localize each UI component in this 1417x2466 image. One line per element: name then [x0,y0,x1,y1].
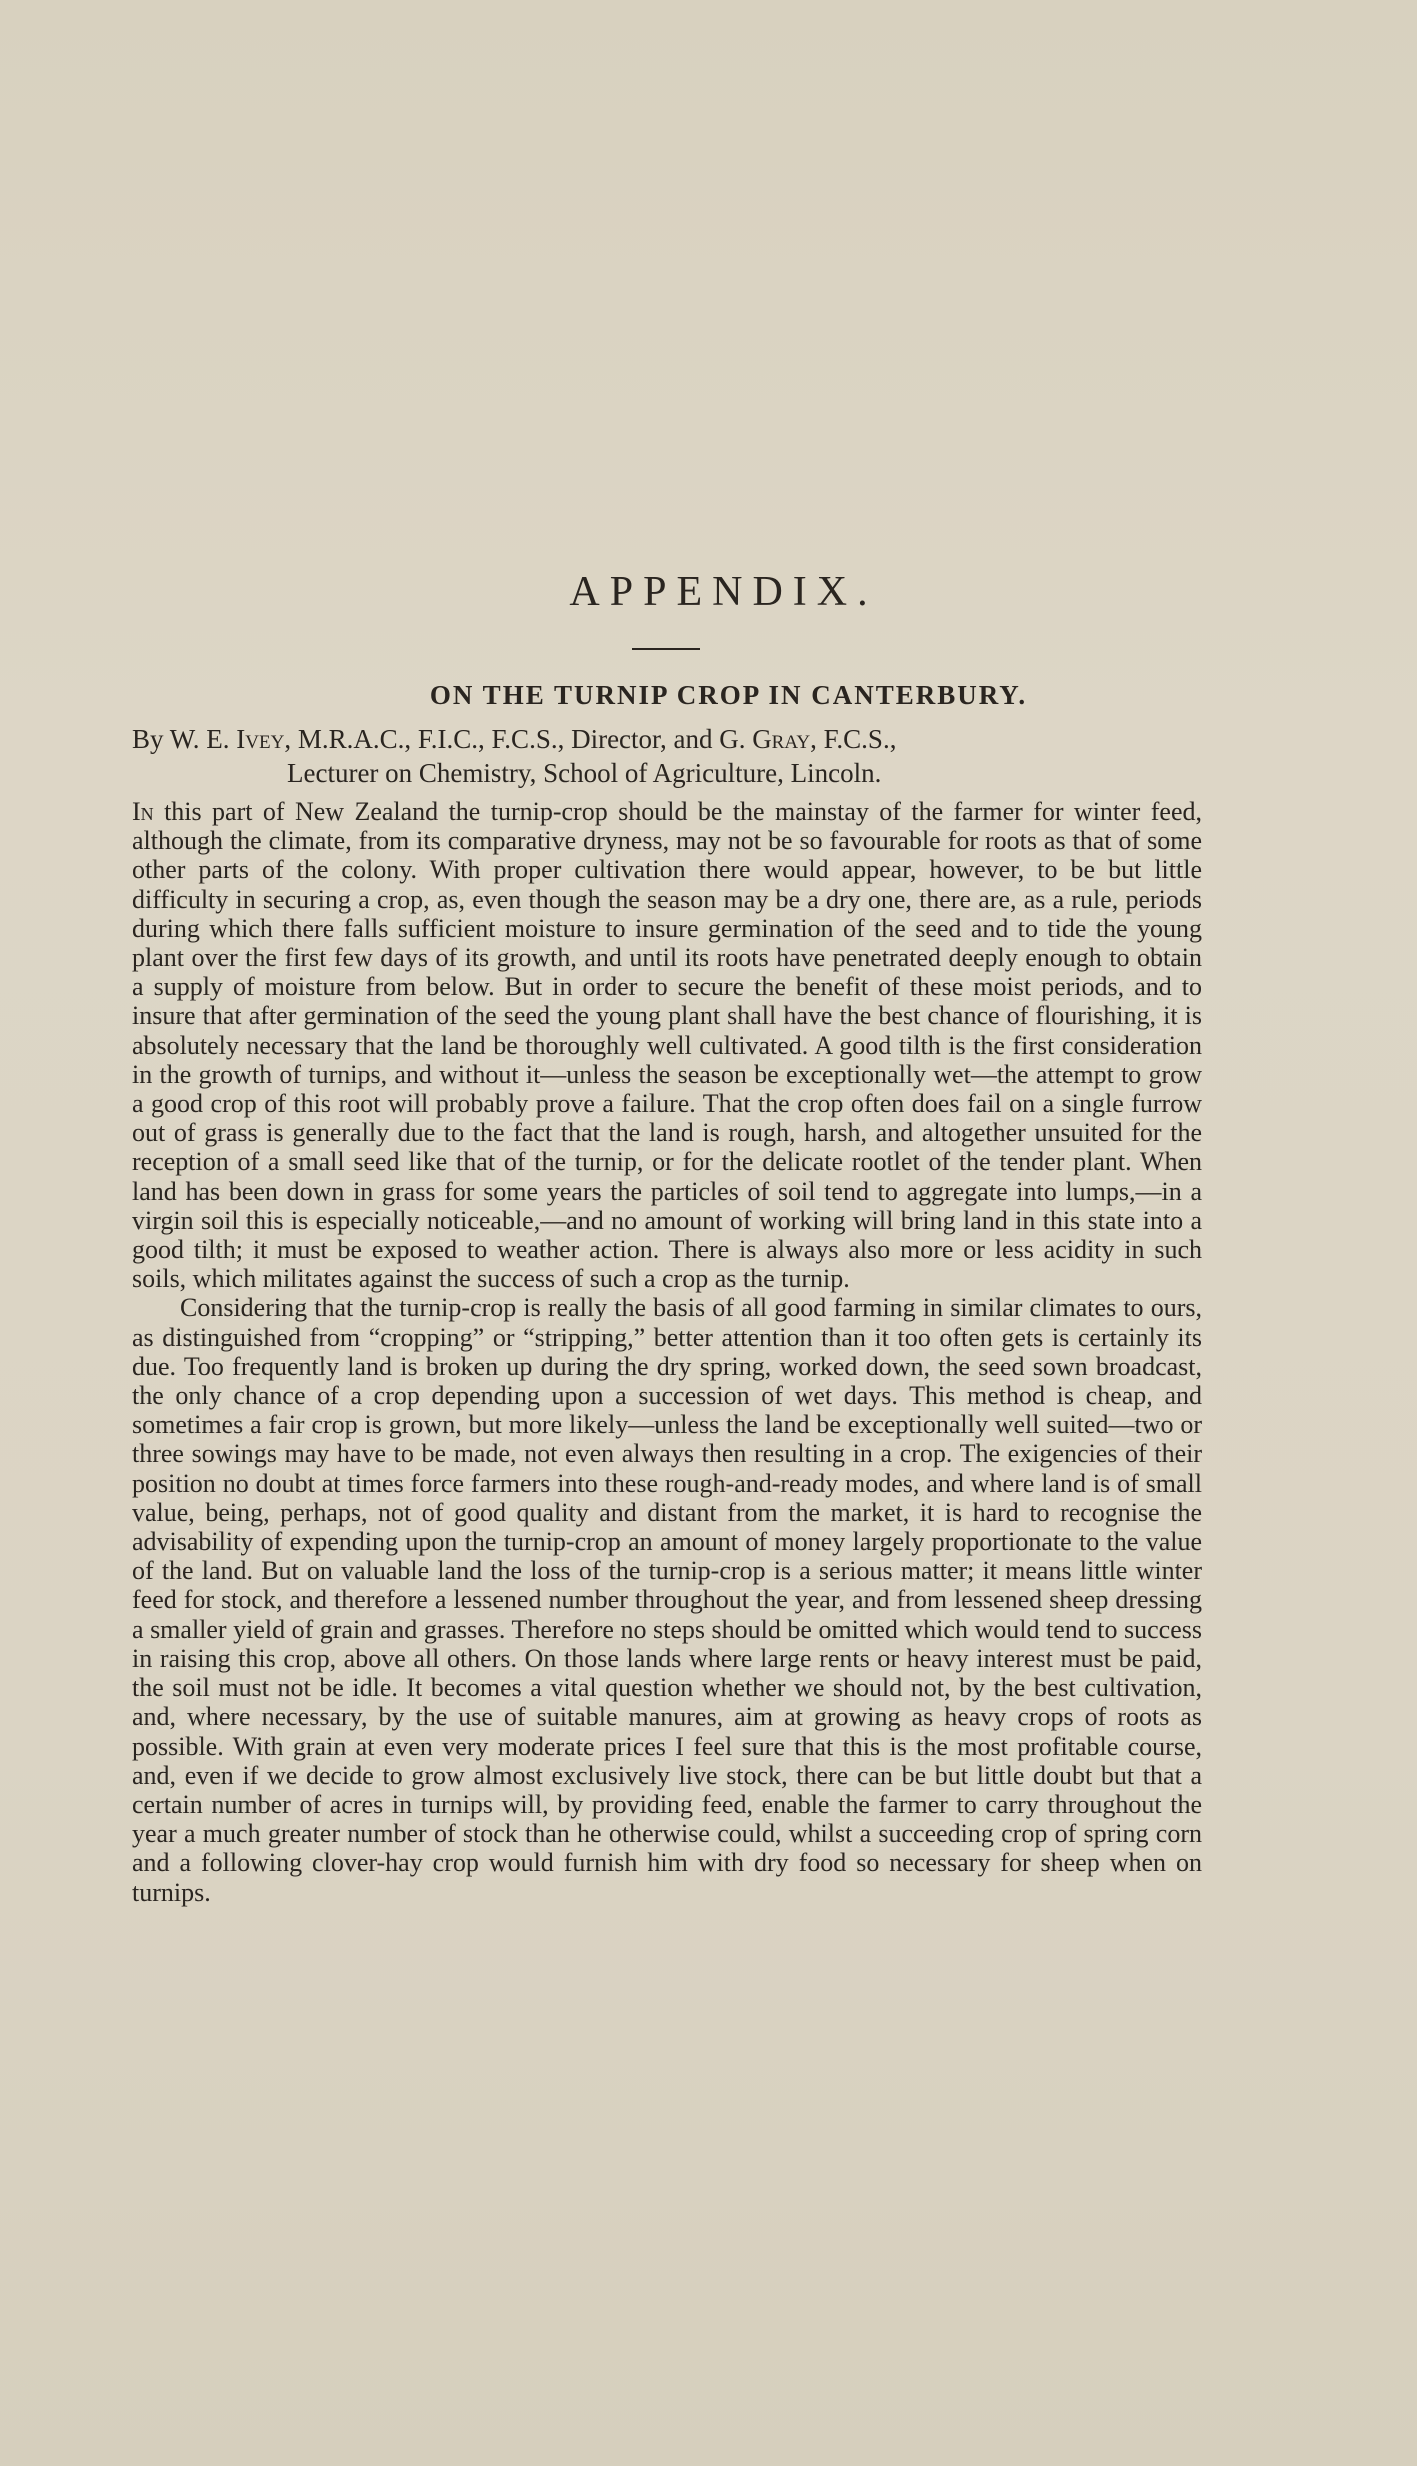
author-1-credentials: , M.R.A.C., F.I.C., F.C.S., Director, and G. [284,724,753,754]
article-body [132,797,1202,1907]
paragraph-1 [132,797,1202,1293]
author-2-credentials: , F.C.S., [810,724,897,754]
author-2-name: Gray [752,724,811,754]
paragraph-1-text: this part of New Zealand the turnip-crop should be the mainstay of the farmer for winter feed, although the climate, from its comparative dryness, may not be so favourable for roots as that of some other parts of the colony. With proper cultivation there would appear, however, to be but little difficulty in securing a crop, as, even though the season may be a dry one, there are, as a rule, periods during which there falls sufficient moisture to insure germination of the seed and to tide the young plant over the first few days of its growth, and until its roots have penetrated deeply enough to obtain a supply of moisture from below. But in order to secure the benefit of these moist periods, and to insure that after germination of the seed the young plant shall have the best chance of flourishing, it is absolutely necessary that the land be thoroughly well cultivated. A good tilth is the first consideration in the growth of turnips, and without it—unless the season be exceptionally wet—the attempt to grow a good crop of this root will probably prove a failure. That the crop often does fail on a single furrow out of grass is generally due to the fact that the land is rough, harsh, and altogether unsuited for the reception of a small seed like that of the turnip, or for the delicate rootlet of the tender plant. When land has been down in grass for some years the particles of soil tend to aggregate into lumps,—in a virgin soil this is especially noticeable,—and no amount of working will bring land in this state into a good tilth; it must be exposed to weather action. There is always also more or less acidity in such soils, which militates against the success of such a crop as the turnip. [132,797,1202,1294]
title-divider [632,648,700,650]
paragraph-2: Considering that the turnip-crop is really the basis of all good farming in similar climates to ours, as distinguished from “cropping” or “stripping,” better attention than it too often gets is certainly its due. Too frequently land is broken up during the dry spring, worked down, the seed sown broadcast, the only chance of a crop depending upon a succession of wet days. This method is cheap, and sometimes a fair crop is grown, but more likely—unless the land be exceptionally well suited—two or three sowings may have to be made, not even always then resulting in a crop. The exigencies of their position no doubt at times force farmers into these rough-and-ready modes, and where land is of small value, being, perhaps, not of good quality and distant from the market, it is hard to recognise the advisability of expending upon the turnip-crop an amount of money largely proportionate to the value of the land. But on valuable land the loss of the turnip-crop is a serious matter; it means little winter feed for stock, and therefore a lessened number throughout the year, and from lessened sheep dressing a smaller yield of grain and grasses. Therefore no steps should be omitted which would tend to success in raising this crop, above all others. On those lands where large rents or heavy interest must be paid, the soil must not be idle. It becomes a vital question whether we should not, by the best cultivation, and, where necessary, by the use of suitable manures, aim at growing as heavy crops of roots as possible. With grain at even very moderate prices I feel sure that this is the most profitable course, and, even if we decide to grow almost exclusively live stock, there can be but little doubt but that a certain number of acres in turnips will, by providing feed, enable the farmer to carry throughout the year a much greater number of stock than he otherwise could, whilst a succeeding crop of spring corn and a following clover-hay crop would furnish him with dry food so necessary for sheep when on turnips. [132,1293,1202,1907]
byline-prefix: By W. E. [132,724,237,754]
byline [132,722,1192,790]
appendix-title: APPENDIX. [569,569,878,615]
byline-affiliation: Lecturer on Chemistry, School of Agriculture, Lincoln. [287,758,882,788]
article-subtitle: ON THE TURNIP CROP IN CANTERBURY. [429,680,1028,710]
paragraph-1-opening-word: In [132,797,154,826]
author-1-name: Ivey [236,724,285,754]
